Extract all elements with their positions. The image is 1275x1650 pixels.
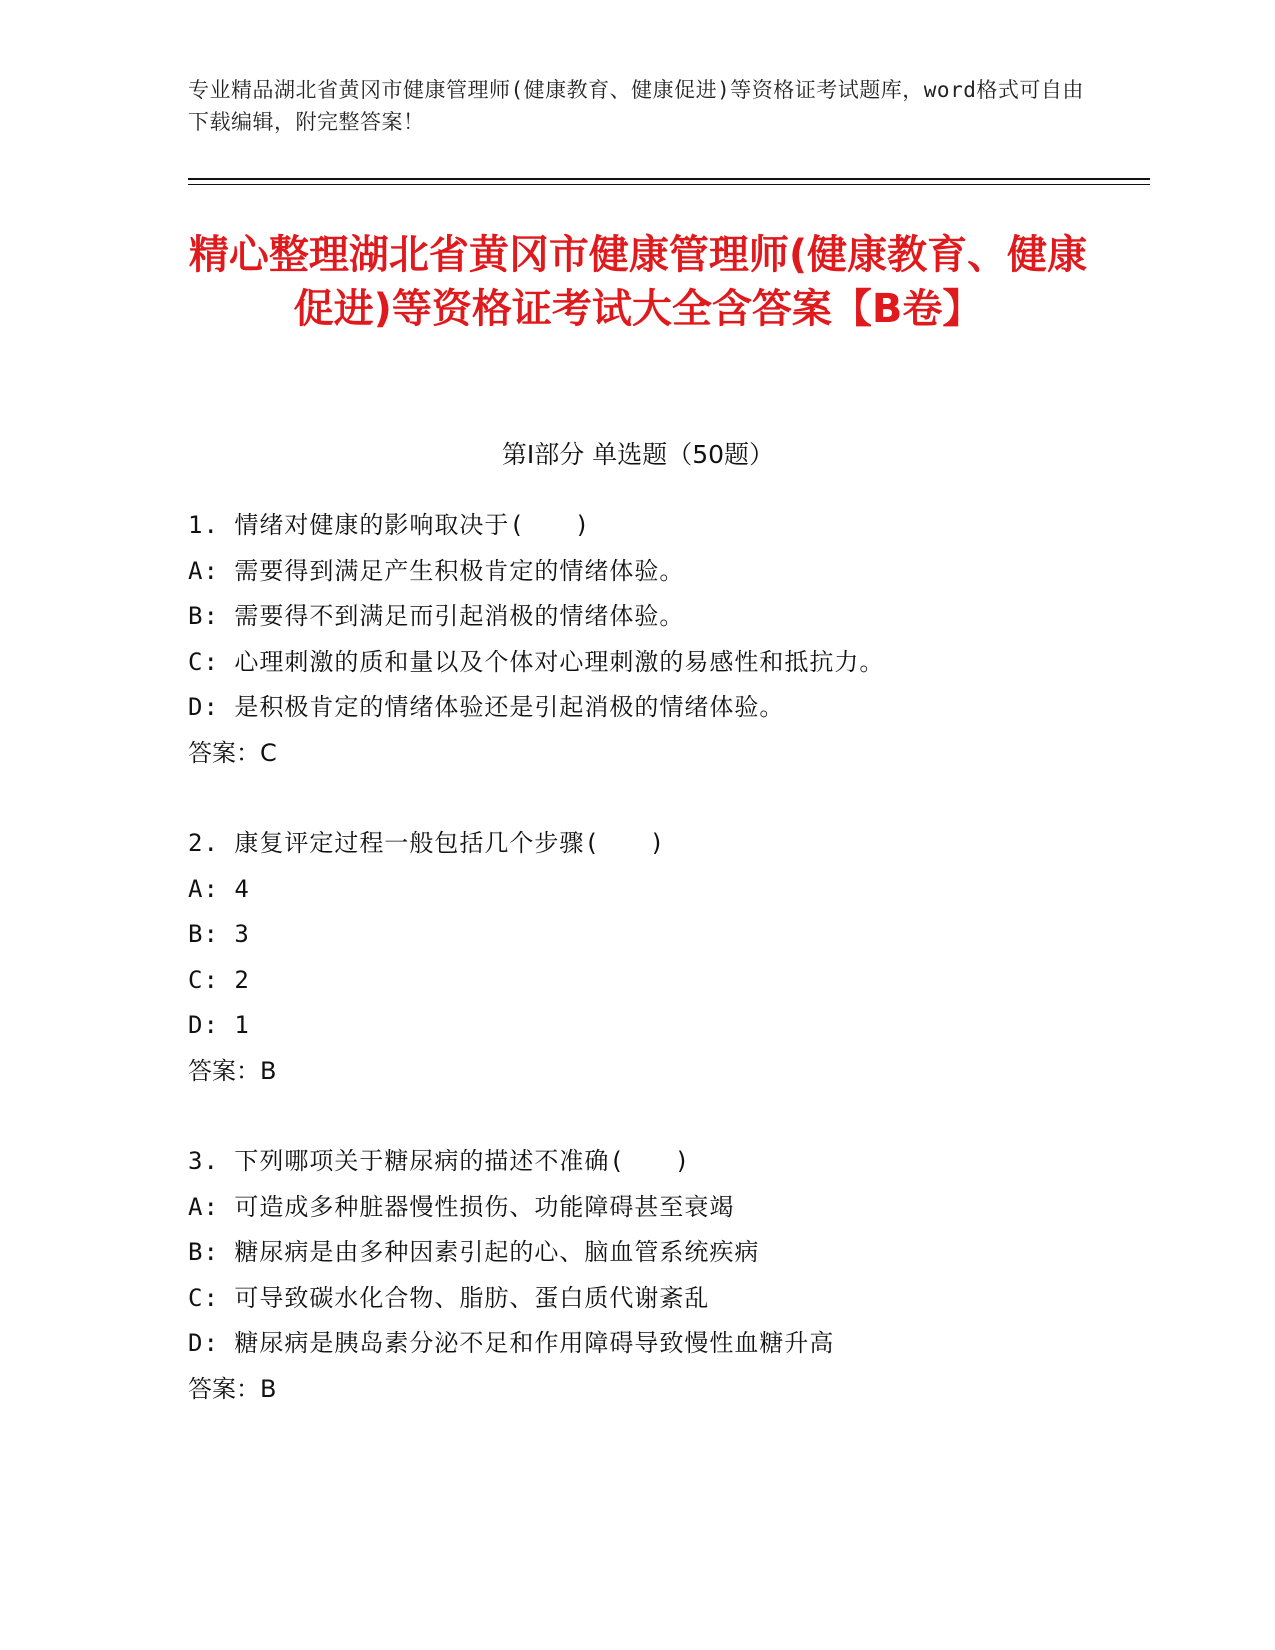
- header-note: 专业精品湖北省黄冈市健康管理师(健康教育、健康促进)等资格证考试题库，word格式可自由下载编辑，附完整答案！: [188, 78, 1084, 134]
- question-stem: 3. 下列哪项关于糖尿病的描述不准确( ): [188, 1147, 691, 1175]
- option-c: C: 心理刺激的质和量以及个体对心理刺激的易感性和抵抗力。: [188, 647, 885, 676]
- answer: 答案：B: [188, 1374, 277, 1403]
- answer: 答案：B: [188, 1056, 277, 1085]
- section-title: 第Ⅰ部分 单选题（50题）: [501, 440, 775, 469]
- question-1: [188, 503, 1128, 776]
- option-d: D: 糖尿病是胰岛素分泌不足和作用障碍导致慢性血糖升高: [188, 1329, 835, 1357]
- answer: 答案：C: [188, 738, 277, 767]
- option-c: C: 可导致碳水化合物、脂肪、蛋白质代谢紊乱: [188, 1283, 710, 1312]
- question-stem: 1. 情绪对健康的影响取决于( ): [188, 511, 591, 539]
- option-a: A: 4: [188, 874, 250, 903]
- option-b: B: 3: [188, 920, 250, 948]
- option-a: A: 可造成多种脏器慢性损伤、功能障碍甚至衰竭: [188, 1192, 735, 1221]
- header-divider-thick: [188, 178, 1150, 180]
- document-title: 精心整理湖北省黄冈市健康管理师(健康教育、健康促进)等资格证考试大全含答案【B卷】: [188, 232, 1088, 332]
- question-3: [188, 1139, 1128, 1412]
- option-b: B: 需要得不到满足而引起消极的情绪体验。: [188, 602, 685, 630]
- option-b: B: 糖尿病是由多种因素引起的心、脑血管系统疾病: [188, 1238, 760, 1266]
- header-divider-thin: [188, 184, 1150, 185]
- option-a: A: 需要得到满足产生积极肯定的情绪体验。: [188, 556, 685, 585]
- option-d: D: 1: [188, 1011, 250, 1039]
- option-d: D: 是积极肯定的情绪体验还是引起消极的情绪体验。: [188, 693, 785, 721]
- question-2: [188, 821, 1128, 1094]
- option-c: C: 2: [188, 965, 250, 994]
- question-stem: 2. 康复评定过程一般包括几个步骤( ): [188, 829, 666, 857]
